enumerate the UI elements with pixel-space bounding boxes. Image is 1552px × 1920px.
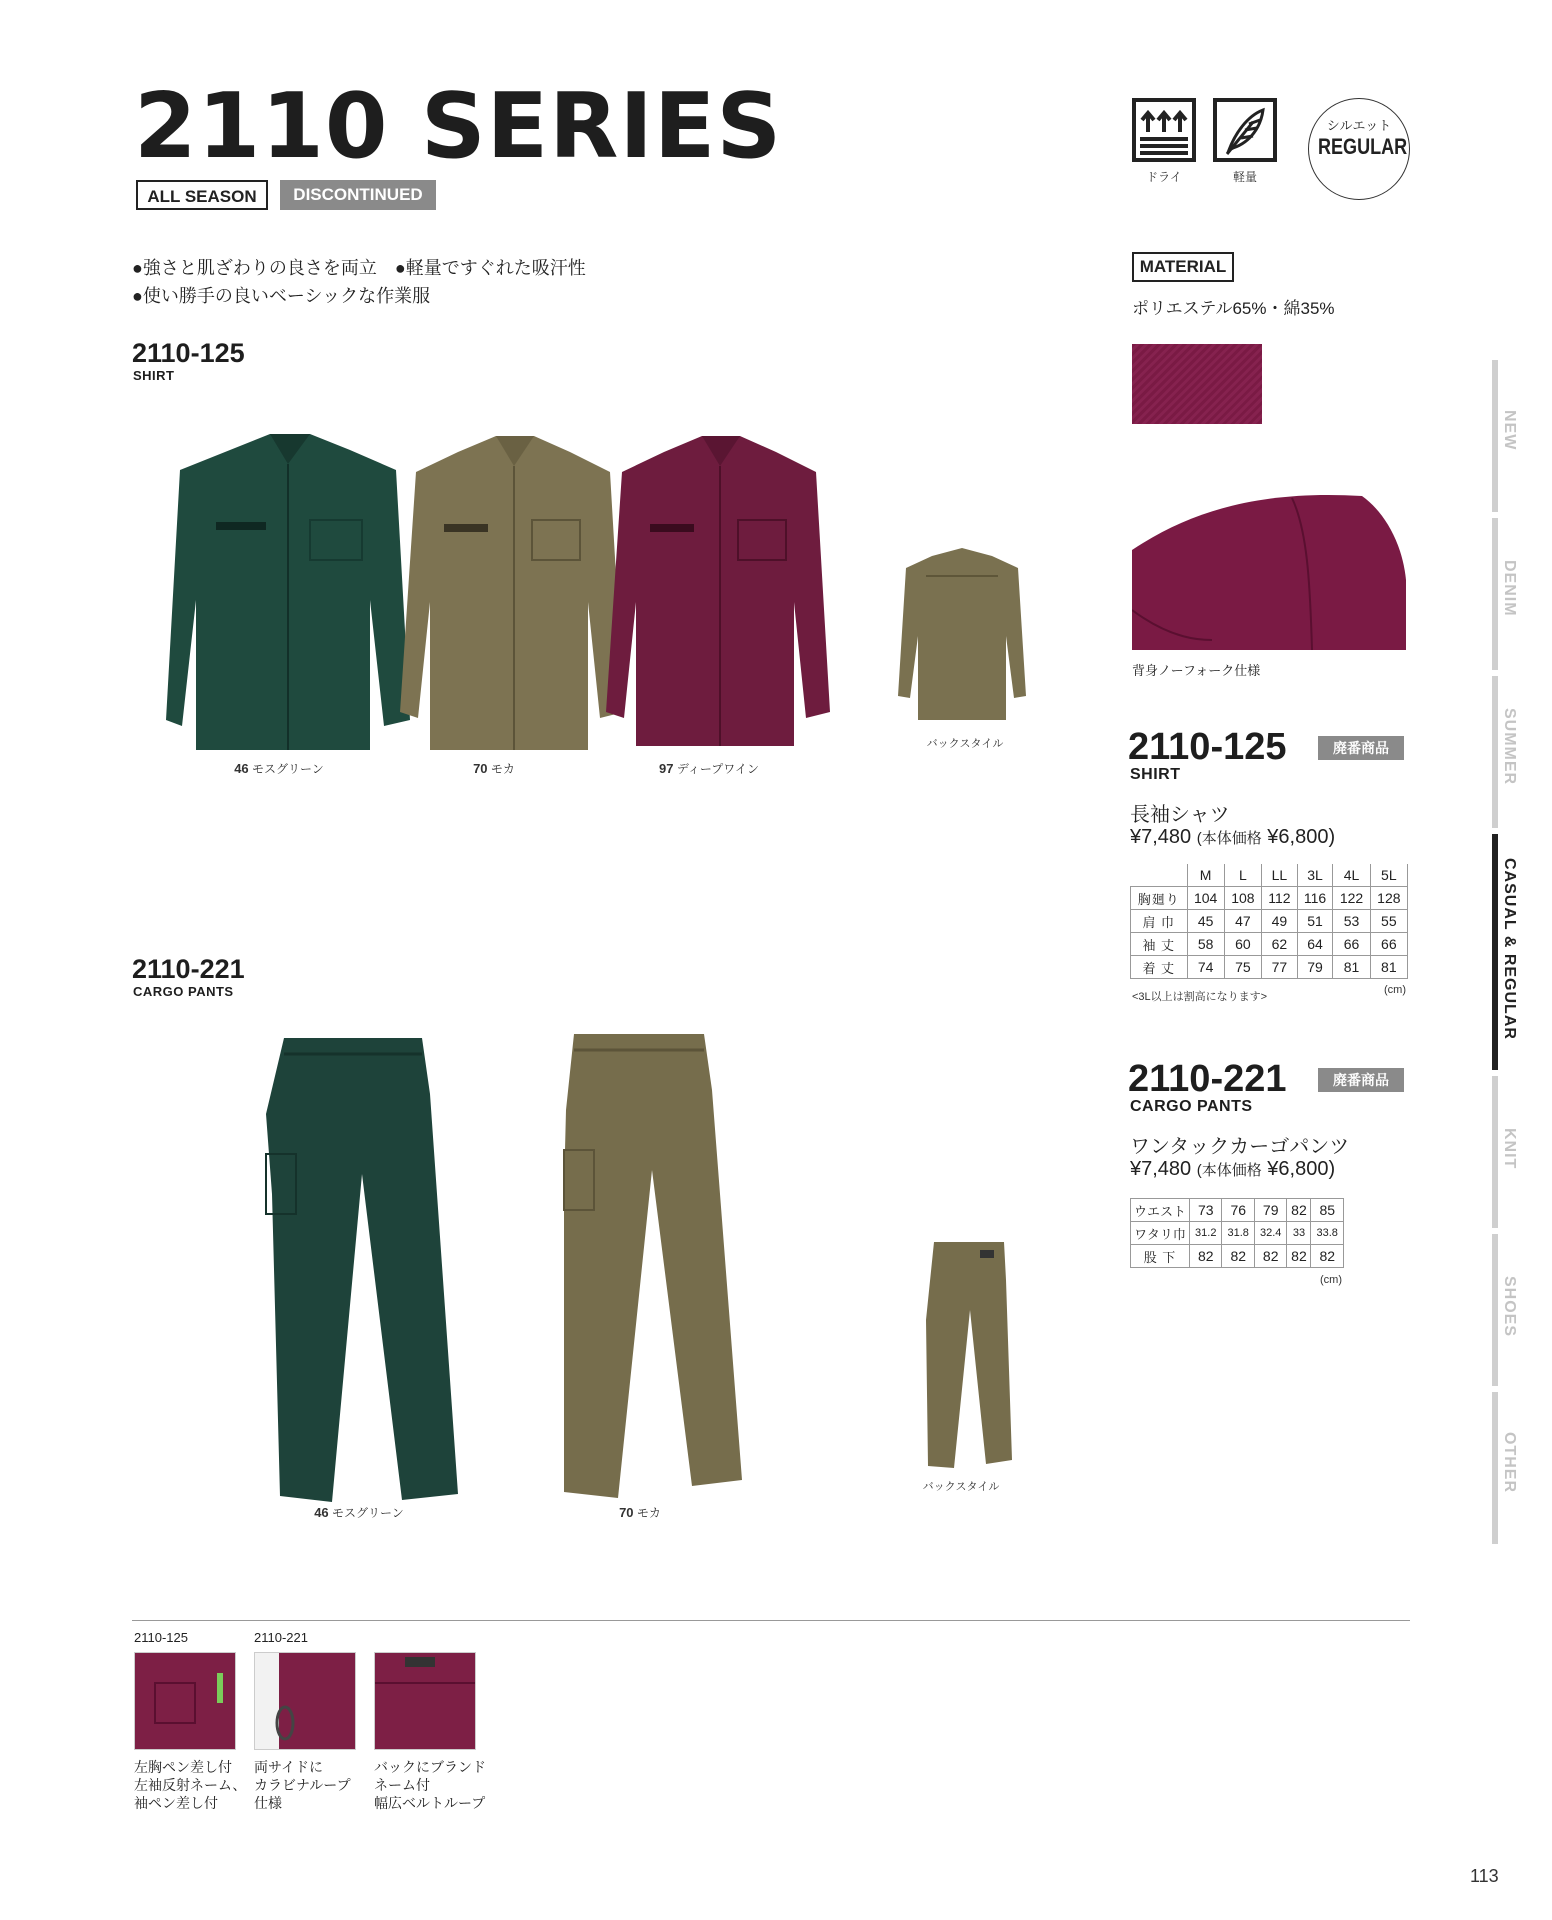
pants-photo-mocha [562, 1030, 742, 1505]
shirt-spec-code: 2110-125 [1128, 726, 1287, 768]
size-header: 5L [1370, 864, 1407, 887]
dry-label: ドライ [1146, 170, 1182, 184]
pants-unit: (cm) [1320, 1274, 1342, 1286]
shirt-name-jp: 長袖シャツ [1130, 804, 1230, 826]
side-tab-label-casual-regular[interactable]: CASUAL & REGULAR [1501, 858, 1518, 1040]
pants-type: CARGO PANTS [133, 984, 234, 999]
size-header: L [1224, 864, 1261, 887]
size-header: LL [1262, 864, 1298, 887]
shirt-color-caption-3: 97 ディープワイン [659, 761, 759, 776]
shirt-size-table [1130, 864, 1408, 979]
season-tag: ALL SEASON [136, 180, 268, 210]
silhouette-en: REGULAR [1318, 134, 1408, 159]
side-tab-label-knit[interactable]: KNIT [1501, 1128, 1518, 1170]
table-row: ウエスト 73 76 79 82 85 [1131, 1199, 1344, 1222]
discontinued-tag: DISCONTINUED [280, 180, 436, 210]
shirt-unit: (cm) [1384, 984, 1406, 996]
side-tab-label-summer[interactable]: SUMMER [1501, 708, 1518, 786]
side-tab-label-new[interactable]: NEW [1501, 410, 1518, 451]
shirt-code: 2110-125 [132, 338, 245, 368]
pants-photo-moss-green [262, 1034, 458, 1509]
pants-name-jp: ワンタックカーゴパンツ [1130, 1136, 1350, 1158]
pants-back-caption: バックスタイル [922, 1481, 1000, 1493]
pants-price: ¥7,480 (本体価格 ¥6,800) [1130, 1158, 1336, 1180]
side-tab-knit[interactable] [1492, 1076, 1498, 1228]
back-detail-photo [1132, 490, 1406, 650]
table-row: 袖 丈 58 60 62 64 66 66 [1131, 933, 1408, 956]
shirt-type: SHIRT [133, 368, 175, 383]
pants-spec-code: 2110-221 [1128, 1058, 1287, 1100]
silhouette-jp: シルエット [1326, 118, 1392, 133]
side-tab-summer[interactable] [1492, 676, 1498, 828]
shirt-back-caption: バックスタイル [926, 738, 1004, 750]
pants-discontinued-badge: 廃番商品 [1318, 1068, 1404, 1092]
feature-line-1: ●強さと肌ざわりの良さを両立 ●軽量ですぐれた吸汗性 [132, 258, 586, 278]
shirt-photo-moss-green [160, 430, 416, 755]
side-tab-denim[interactable] [1492, 518, 1498, 670]
detail-photo-brand-name [374, 1652, 476, 1750]
table-row: ワタリ巾 31.2 31.8 32.4 33 33.8 [1131, 1222, 1344, 1245]
shirt-price: ¥7,480 (本体価格 ¥6,800) [1130, 826, 1336, 848]
table-row: 胸廻り 104 108 112 116 122 128 [1131, 887, 1408, 910]
pants-color-caption-1: 46 モスグリーン [314, 1505, 404, 1520]
table-row: 肩 巾 45 47 49 51 53 55 [1131, 910, 1408, 933]
detail-photo-carabiner-loop [254, 1652, 356, 1750]
detail-label-pants: 2110-221 [254, 1630, 308, 1645]
shirt-color-caption-1: 46 モスグリーン [234, 761, 324, 776]
material-label: MATERIAL [1132, 252, 1234, 282]
table-row: 股 下 82 82 82 82 82 [1131, 1245, 1344, 1268]
detail-text-3: バックにブランド ネーム付 幅広ベルトループ [374, 1759, 486, 1811]
size-header: 4L [1333, 864, 1370, 887]
side-tab-casual-regular[interactable] [1492, 834, 1498, 1070]
size-header: M [1187, 864, 1224, 887]
side-tab-other[interactable] [1492, 1392, 1498, 1544]
side-tab-new[interactable] [1492, 360, 1498, 512]
section-divider [132, 1620, 1410, 1621]
shirt-photo-mocha [398, 432, 628, 757]
shirt-spec-type: SHIRT [1130, 766, 1181, 783]
fabric-swatch [1132, 344, 1262, 424]
side-tab-label-denim[interactable]: DENIM [1501, 560, 1518, 617]
pants-back-photo [914, 1240, 1014, 1477]
detail-label-shirt: 2110-125 [134, 1630, 188, 1645]
page-number: 113 [1470, 1866, 1499, 1886]
shirt-color-caption-2: 70 モカ [473, 761, 515, 776]
series-title: 2110 SERIES [134, 74, 783, 179]
lightweight-label: 軽量 [1232, 170, 1257, 184]
feather-icon [1213, 98, 1277, 162]
back-detail-caption: 背身ノーフォーク仕様 [1132, 663, 1261, 678]
detail-text-1: 左胸ペン差し付 左袖反射ネーム、 袖ペン差し付 [134, 1759, 247, 1811]
silhouette-badge [1308, 98, 1410, 200]
table-row: 着 丈 74 75 77 79 81 81 [1131, 956, 1408, 979]
side-tab-label-other[interactable]: OTHER [1501, 1432, 1518, 1493]
pants-color-caption-2: 70 モカ [619, 1505, 661, 1520]
side-tab-label-shoes[interactable]: SHOES [1501, 1276, 1518, 1338]
pants-code: 2110-221 [132, 954, 245, 984]
detail-text-2: 両サイドに カラビナループ 仕様 [254, 1759, 351, 1811]
dry-arrows-icon [1132, 98, 1196, 162]
material-composition: ポリエステル65%・綿35% [1132, 299, 1335, 318]
size-header: 3L [1297, 864, 1333, 887]
detail-photo-pen-pocket [134, 1652, 236, 1750]
pants-spec-type: CARGO PANTS [1130, 1098, 1253, 1115]
pants-size-table [1130, 1198, 1344, 1268]
side-tab-shoes[interactable] [1492, 1234, 1498, 1386]
feature-line-2: ●使い勝手の良いベーシックな作業服 [132, 286, 431, 306]
shirt-discontinued-badge: 廃番商品 [1318, 736, 1404, 760]
shirt-photo-deep-wine [604, 432, 834, 753]
shirt-back-photo [896, 546, 1028, 727]
shirt-size-note: <3L以上は割高になります> [1132, 991, 1268, 1003]
